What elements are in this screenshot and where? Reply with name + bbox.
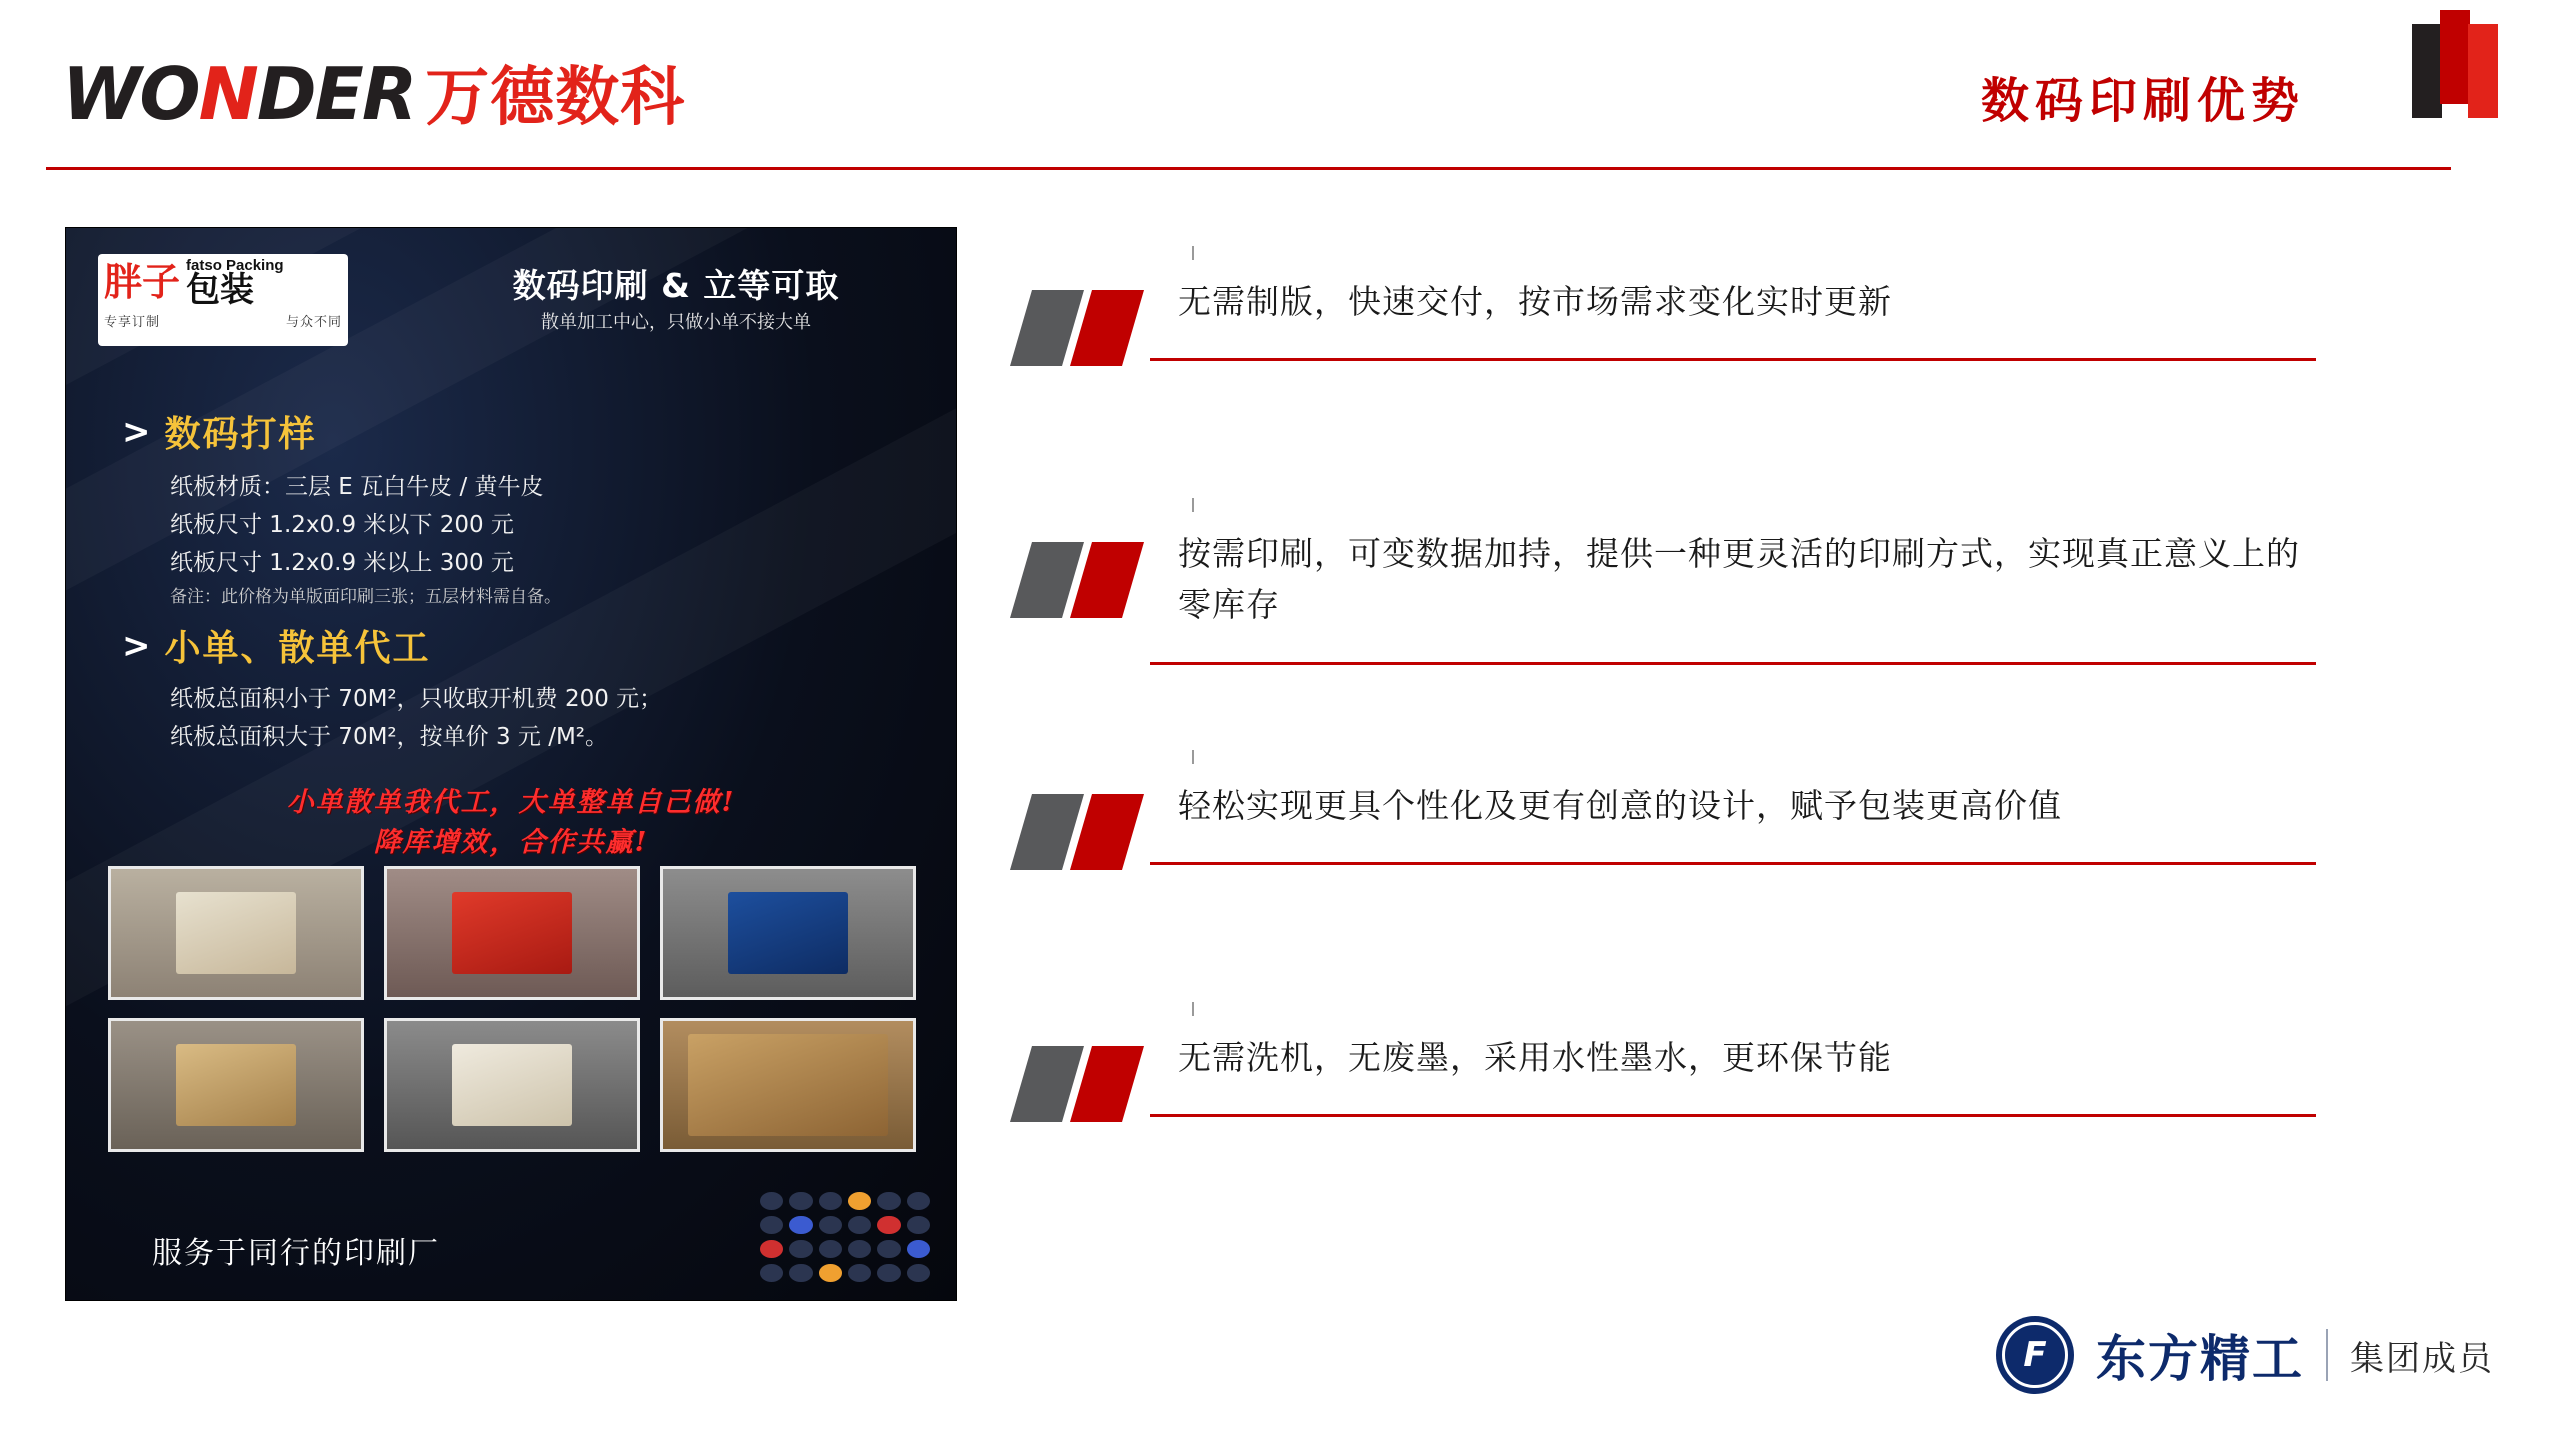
advantages-list	[1010, 258, 2320, 1266]
advantage-text-2: 按需印刷，可变数据加持，提供一种更灵活的印刷方式，实现真正意义上的零库存	[1178, 534, 2300, 625]
dongfang-brand-name: 东方精工	[2096, 1330, 2304, 1388]
tick-mark	[1192, 246, 1194, 260]
advantage-underline-4	[1150, 1114, 2316, 1117]
poster-section-title-2: 小单、散单代工	[164, 628, 431, 669]
poster-title: 数码印刷 & 立等可取	[512, 266, 840, 305]
advantage-underline-1	[1150, 358, 2316, 361]
advantage-text-1: 无需制版，快速交付，按市场需求变化实时更新	[1178, 282, 1892, 321]
double-arrow-icon	[1010, 794, 1190, 870]
tick-mark	[1192, 1002, 1194, 1016]
product-thumbnail	[384, 1018, 640, 1152]
tick-mark	[1192, 750, 1194, 764]
advantage-item-3	[1010, 762, 2320, 1014]
advantage-text-3: 轻松实现更具个性化及更有创意的设计，赋予包装更高价值	[1178, 786, 2062, 825]
page-title: 数码印刷优势	[1980, 73, 2305, 129]
poster-section-2-line-1: 纸板总面积小于 70M²，只收取开机费 200 元；	[170, 686, 663, 712]
poster-section-heading-2	[122, 620, 431, 671]
poster-dot-pattern	[760, 1192, 930, 1282]
product-thumbnail	[108, 866, 364, 1000]
fatso-brand-badge	[98, 254, 348, 346]
wonder-wordmark	[62, 52, 416, 136]
fatso-brand-pack: 包装	[186, 270, 255, 310]
double-arrow-icon	[1010, 542, 1190, 618]
advantage-underline-3	[1150, 862, 2316, 865]
poster-slogan-line-1: 小单散单我代工，大单整单自己做!	[286, 787, 736, 818]
page-header	[0, 0, 2560, 168]
footer-divider	[2326, 1329, 2328, 1381]
double-arrow-icon	[1010, 290, 1190, 366]
poster-section-1-line-2: 纸板尺寸 1.2x0.9 米以下 200 元	[170, 512, 514, 538]
product-thumbnail	[660, 866, 916, 1000]
poster-subtitle: 散单加工中心，只做小单不接大单	[541, 312, 811, 333]
poster-section-1-line-3: 纸板尺寸 1.2x0.9 米以上 300 元	[170, 550, 514, 576]
promo-poster-image	[66, 228, 956, 1300]
dongfang-logo-icon	[1996, 1316, 2074, 1394]
fatso-badge-sub-right: 与众不同	[285, 315, 342, 330]
tick-mark	[1192, 498, 1194, 512]
chevron-right-icon: >	[122, 411, 151, 452]
advantage-item-1	[1010, 258, 2320, 510]
header-divider	[46, 167, 2451, 170]
wonder-part-2: DER	[256, 52, 416, 136]
advantage-item-4	[1010, 1014, 2320, 1266]
poster-slogan-line-2: 降库增效，合作共赢!	[373, 827, 649, 858]
advantage-item-2	[1010, 510, 2320, 762]
wonder-part-n: N	[198, 52, 257, 136]
fatso-badge-sub-left: 专享订制	[104, 315, 161, 330]
product-thumbnail	[384, 866, 640, 1000]
advantage-text-4: 无需洗机，无废墨，采用水性墨水，更环保节能	[1178, 1038, 1892, 1077]
poster-section-heading-1	[122, 406, 317, 457]
footer-brand	[1996, 1316, 2494, 1394]
wonder-logo	[62, 52, 686, 136]
poster-section-2-line-2: 纸板总面积大于 70M²，按单价 3 元 /M²。	[170, 724, 609, 750]
advantage-underline-2	[1150, 662, 2316, 665]
dongfang-logo-letter: F	[2023, 1335, 2047, 1375]
poster-footer-text: 服务于同行的印刷厂	[152, 1236, 440, 1271]
group-member-label: 集团成员	[2350, 1338, 2494, 1379]
wonder-part-1: WO	[62, 52, 199, 136]
fatso-brand-en: fatso Packing	[186, 257, 284, 274]
double-arrow-icon	[1010, 1046, 1190, 1122]
corner-decoration-icon	[2412, 10, 2498, 118]
wonder-logo-chinese: 万德数科	[425, 61, 686, 135]
fatso-brand-cn: 胖子	[104, 259, 181, 304]
product-thumbnail	[660, 1018, 916, 1152]
chevron-right-icon: >	[122, 625, 151, 666]
poster-section-title-1: 数码打样	[164, 414, 317, 455]
poster-section-1-line-1: 纸板材质：三层 E 瓦白牛皮 / 黄牛皮	[170, 474, 544, 500]
product-thumbnail	[108, 1018, 364, 1152]
poster-thumbnail-grid	[108, 866, 914, 1152]
poster-section-1-note: 备注：此价格为单版面印刷三张；五层材料需自备。	[170, 587, 561, 607]
